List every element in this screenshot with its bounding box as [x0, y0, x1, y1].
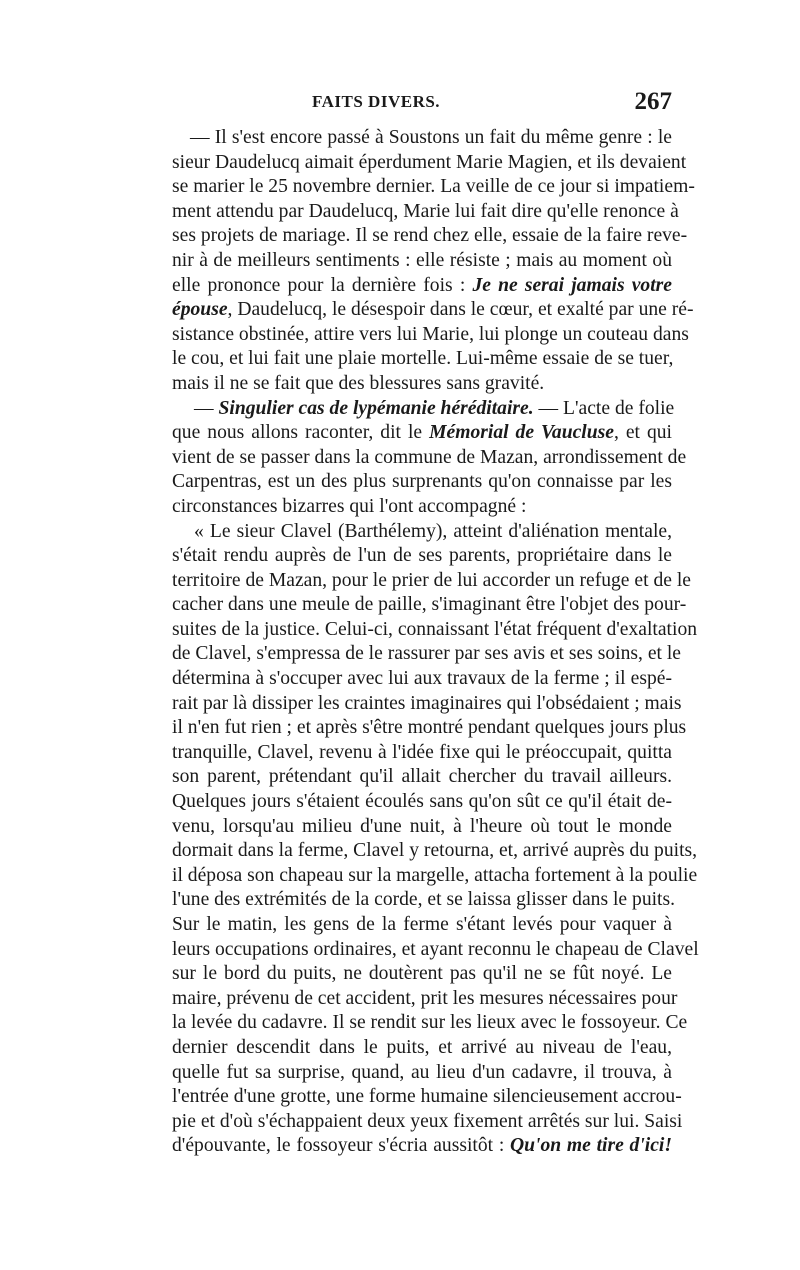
text-line: son parent, prétendant qu'il allait chercher du travail ailleurs.: [172, 766, 672, 788]
text-line: il n'en fut rien ; et après s'être montré pendant quelques jours plus: [172, 717, 687, 739]
text-line: territoire de Mazan, pour le prier de lui accorder un refuge et de le: [172, 569, 691, 591]
text-line: rait par là dissiper les craintes imaginaires qui l'obsédaient ; mais: [172, 692, 682, 714]
text-line: sieur Daudelucq aimait éperdument Marie Magien, et ils devaient: [172, 151, 687, 173]
text-line: sistance obstinée, attire vers lui Marie, lui plonge un couteau dans: [172, 323, 689, 345]
text-line: l'une des extrémités de la corde, et se laissa glisser dans le puits.: [172, 889, 676, 911]
text-segment: , et qui: [613, 422, 672, 444]
text-line: la levée du cadavre. Il se rendit sur les lieux avec le fossoyeur. Ce: [172, 1012, 688, 1034]
text-segment: elle prononce pour la dernière fois :: [172, 274, 473, 296]
text-segment: —: [194, 397, 219, 419]
text-line: cacher dans une meule de paille, s'imaginant être l'objet des pour-: [172, 594, 687, 616]
text-line: [172, 1134, 672, 1159]
text-line: quelle fut sa surprise, quand, au lieu d'un cadavre, il trouva, à: [172, 1061, 672, 1083]
text-line: s'était rendu auprès de l'un de ses parents, propriétaire dans le: [172, 545, 672, 567]
text-segment: d'épouvante, le fossoyeur s'écria aussitôt :: [172, 1135, 510, 1157]
running-title: FAITS DIVERS.: [312, 92, 441, 111]
text-line: Sur le matin, les gens de la ferme s'étant levés pour vaquer à: [172, 914, 672, 935]
text-line: « Le sieur Clavel (Barthélemy), atteint d'aliénation mentale,: [194, 520, 672, 542]
text-line: dormait dans la ferme, Clavel y retourna, et, arrivé auprès du puits,: [172, 840, 698, 862]
text-line: il déposa son chapeau sur la margelle, attacha fortement à la poulie: [172, 864, 698, 886]
text-line: l'entrée d'une grotte, une forme humaine silencieusement accrou-: [172, 1086, 682, 1108]
section-heading: Singulier cas de lypémanie héréditaire.: [218, 397, 534, 419]
text-line: [172, 298, 694, 323]
body-text: [172, 126, 699, 1159]
text-line: le cou, et lui fait une plaie mortelle. Lui-même essaie de se tuer,: [172, 348, 674, 370]
italic-quote: Je ne serai jamais votre: [472, 274, 672, 296]
text-segment: — L'acte de folie: [533, 397, 675, 419]
text-line: [172, 397, 675, 422]
text-line: vient de se passer dans la commune de Mazan, arrondissement de: [172, 446, 687, 468]
text-line: détermina à s'occuper avec lui aux travaux de la ferme ; il espé-: [172, 668, 672, 690]
text-line: maire, prévenu de cet accident, prit les mesures nécessaires pour: [172, 987, 678, 1009]
text-line: ment attendu par Daudelucq, Marie lui fait dire qu'elle renonce à: [172, 200, 679, 222]
text-line: dernier descendit dans le puits, et arrivé au niveau de l'eau,: [172, 1036, 672, 1058]
text-line: Quelques jours s'étaient écoulés sans qu'on sût ce qu'il était de-: [172, 791, 672, 813]
text-line: tranquille, Clavel, revenu à l'idée fixe qui le préoccupait, quitta: [172, 741, 672, 763]
text-line: — Il s'est encore passé à Soustons un fait du même genre : le: [190, 127, 672, 148]
text-line: [172, 274, 672, 299]
text-line: Carpentras, est un des plus surprenants qu'on connaisse par les: [172, 471, 672, 493]
text-line: de Clavel, s'empressa de le rassurer par ses avis et ses soins, et le: [172, 643, 682, 665]
running-header: [172, 88, 672, 118]
text-line: [172, 421, 672, 446]
text-line: venu, lorsqu'au milieu d'une nuit, à l'heure où tout le monde: [172, 815, 672, 837]
text-segment: que nous allons raconter, dit le: [172, 422, 430, 444]
text-line: se marier le 25 novembre dernier. La veille de ce jour si impatiem-: [172, 176, 695, 198]
text-line: ses projets de mariage. Il se rend chez elle, essaie de la faire reve-: [172, 225, 688, 247]
text-segment: , Daudelucq, le désespoir dans le cœur, et exalté par une ré-: [227, 299, 694, 321]
page-number: 267: [634, 88, 672, 115]
text-line: pie et d'où s'échappaient deux yeux fixement arrêtés sur lui. Saisi: [172, 1110, 683, 1132]
text-line: mais il ne se fait que des blessures sans gravité.: [172, 372, 545, 394]
text-line: nir à de meilleurs sentiments : elle résiste ; mais au moment où: [172, 249, 672, 271]
italic-quote: Qu'on me tire d'ici!: [510, 1135, 672, 1157]
italic-source: Mémorial de Vaucluse: [429, 422, 614, 444]
text-line: leurs occupations ordinaires, et ayant reconnu le chapeau de Clavel: [172, 938, 699, 960]
text-line: suites de la justice. Celui-ci, connaissant l'état fréquent d'exaltation: [172, 618, 698, 640]
italic-quote: épouse: [172, 299, 228, 321]
text-line: sur le bord du puits, ne doutèrent pas qu'il ne se fût noyé. Le: [172, 963, 672, 985]
text-line: circonstances bizarres qui l'ont accompagné :: [172, 495, 527, 517]
